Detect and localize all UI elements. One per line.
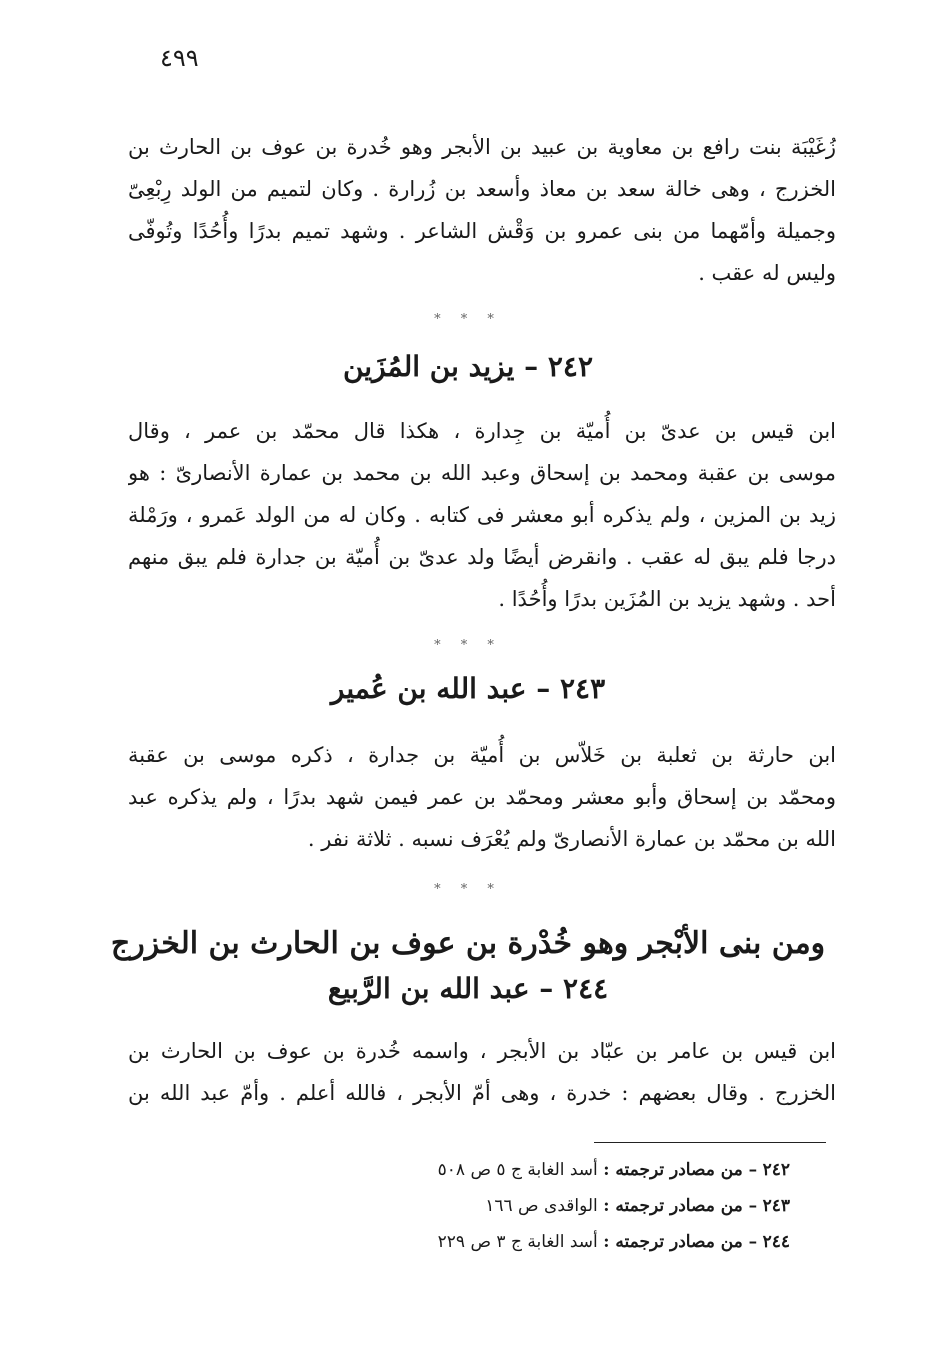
footnote-number: ٢٤٣ [762,1196,790,1216]
text-line: الله بن محمّد بن عمارة الأنصارىّ ولم يُعْرَف نسبه . ثلاثة نفر . [307,827,836,851]
text-line: درجا فلم يبق له عقب . وانقرض أيضًا ولد عدىّ بن أُميّة بن جدارة فلم يبق منهم [128,545,836,569]
footnote-number: ٢٤٢ [762,1160,790,1180]
page-number: ٤٩٩ [160,44,199,72]
section-body-244 [128,1030,836,1114]
footnote-text: الواقدى ص ١٦٦ [485,1196,598,1216]
footnote-label: – من مصادر ترجمته : [603,1196,758,1216]
paragraph-continuation [128,126,836,294]
footnote-number: ٢٤٤ [762,1232,790,1252]
section-heading-242: ٢٤٢ – يزيد بن المُزَين [342,350,593,383]
footnote-text: أسد الغابة ج ٣ ص ٢٢٩ [437,1232,598,1252]
section-separator: * * * [434,312,502,327]
section-heading-243: ٢٤٣ – عبد الله بن عُمير [330,672,606,705]
text-line: ابن قيس بن عدىّ بن أُميّة بن جِدارة ، هكذا قال محمّد بن عمر ، وقال [128,419,836,443]
text-line: زيد بن المزين ، ولم يذكره أبو معشر فى كتابه . وكان له من الولد عَمرو ، ورَمْلة [128,503,836,527]
text-line: ومحمّد بن إسحاق وأبو معشر ومحمّد بن عمر فيمن شهد بدرًا ، ولم يذكره عبد [128,785,836,809]
section-heading-244: ٢٤٤ – عبد الله بن الرَّبيع [327,972,609,1005]
text-line: الخزرج ، وهى خالة سعد بن معاذ وأسعد بن زُرارة . وكان لتميم من الولد رِبْعِىّ [128,177,836,201]
text-line: الخزرج . وقال بعضهم : خدرة ، وهى أمّ الأبجر ، فالله أعلم . وأمّ عبد الله بن [128,1081,836,1105]
footnote-label: – من مصادر ترجمته : [603,1232,758,1252]
text-line: ابن حارثة بن ثعلبة بن خَلاّس بن أُميّة بن جدارة ، ذكره موسى بن عقبة [128,743,836,767]
footnotes [300,1152,790,1260]
footnote-label: – من مصادر ترجمته : [603,1160,758,1180]
section-body-243 [128,734,836,860]
text-line: وليس له عقب . [698,261,836,285]
text-line: وجميلة وأمّهما من بنى عمرو بن وَقْش الشاعر . وشهد تميم بدرًا وأُحُدًا وتُوفّى [128,219,836,243]
group-heading: ومن بنى الأبْجر وهو خُدْرة بن عوف بن الحارث بن الخزرج [110,926,826,961]
text-line: ابن قيس بن عامر بن عبّاد بن الأبجر ، واسمه خُدرة بن عوف بن الحارث بن [128,1039,836,1063]
footnote-text: أسد الغابة ج ٥ ص ٥٠٨ [437,1160,598,1180]
section-body-242 [128,410,836,620]
footnote-244 [300,1224,790,1260]
text-line: زُغَيْبَة بنت رافع بن معاوية بن عبيد بن الأبجر وهو خُدرة بن عوف بن الحارث بن [128,135,836,159]
text-line: أحد . وشهد يزيد بن المُزَين بدرًا وأُحُدًا . [498,587,836,611]
section-separator: * * * [434,882,502,897]
footnote-242 [300,1152,790,1188]
section-separator: * * * [434,638,502,653]
footnote-divider [594,1142,826,1143]
footnote-243 [300,1188,790,1224]
text-line: موسى بن عقبة ومحمد بن إسحاق وعبد الله بن محمد بن عمارة الأنصارىّ : هو [128,461,836,485]
